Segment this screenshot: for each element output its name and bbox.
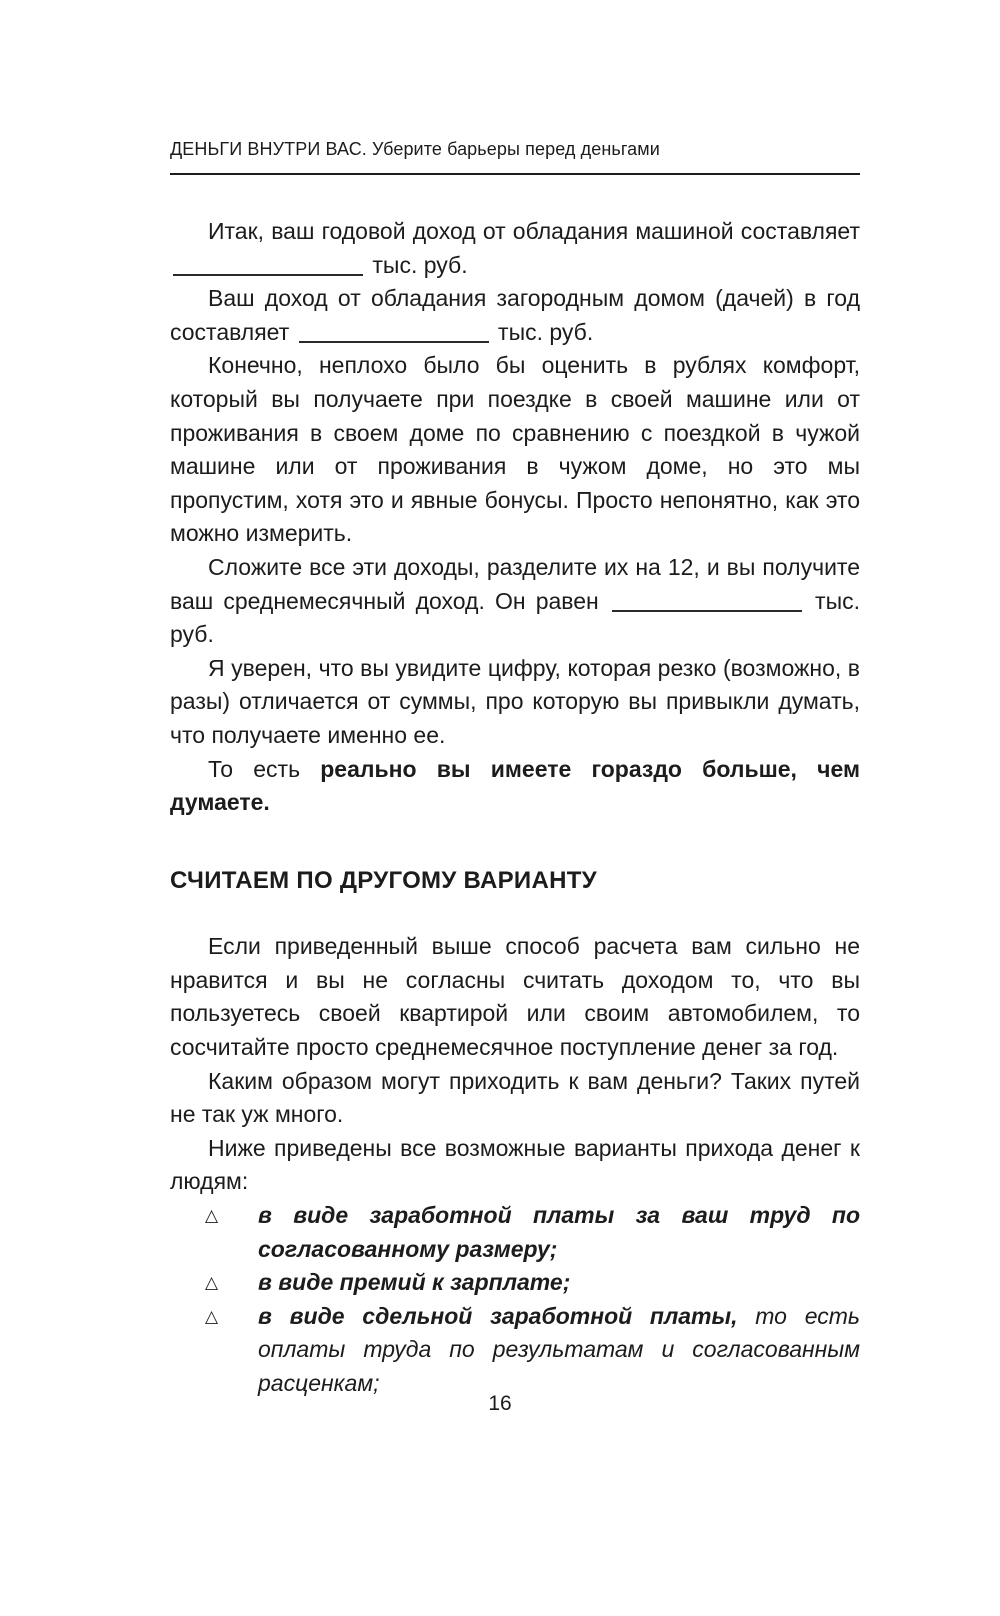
list-item-salary	[170, 1199, 860, 1266]
paragraph-text: Итак, ваш годовой доход от обладания машиной составляет	[208, 218, 860, 244]
section-heading: СЧИТАЕМ ПО ДРУГОМУ ВАРИАНТУ	[170, 866, 597, 894]
paragraph-comfort: Конечно, неплохо было бы оценить в рублях комфорт, который вы получаете при поездке в своей машине или от проживания в своем доме по сравнению с поездкой в чужой машине или от проживания в чужом доме, но это мы пропустим, хотя это и явные бонусы. Просто непонятно, как это можно измерить.	[170, 352, 860, 547]
list-item-text	[258, 1300, 860, 1401]
paragraph-text: тыс. руб.	[170, 587, 861, 648]
paragraph-list-intro: Ниже приведены все возможные варианты прихода денег к людям:	[170, 1134, 860, 1195]
list-item-text	[258, 1199, 860, 1266]
fill-in-blank	[612, 610, 802, 612]
triangle-bullet-icon: △	[205, 1206, 219, 1226]
paragraph-text: Ваш доход от обладания загородным домом (дачей) в год составляет	[170, 285, 860, 345]
running-header	[170, 138, 860, 175]
header-rule	[170, 173, 860, 175]
paragraph-text: тыс. руб.	[498, 318, 594, 345]
emphasized-text: реально вы имеете гораздо больше, чем думаете.	[170, 755, 861, 816]
paragraph-monthly-income	[170, 551, 860, 652]
triangle-bullet-icon: △	[205, 1273, 219, 1293]
list-item-bold-text: в виде премий к зарплате;	[258, 1269, 571, 1296]
paragraph-alternative-method: Если приведенный выше способ расчета вам сильно не нравится и вы не согласны считать доходом то, что вы пользуетесь своей квартирой или своим автомобилем, то сосчитайте просто среднемесячное поступление денег за год.	[170, 933, 860, 1061]
list-item-bold-text: в виде заработной платы за ваш труд по согласованному размеру;	[258, 1202, 860, 1262]
paragraph-text: тыс. руб.	[372, 251, 468, 278]
fill-in-blank	[299, 341, 489, 343]
list-item-text	[258, 1266, 860, 1300]
triangle-bullet-icon: △	[205, 1306, 219, 1326]
page-body	[170, 215, 860, 1401]
paragraph-dacha-income	[170, 282, 860, 349]
income-types-list	[170, 1199, 860, 1401]
paragraph-text: То есть	[208, 755, 301, 782]
page-number: 16	[488, 1392, 512, 1415]
paragraph-car-income	[170, 215, 860, 282]
list-item-italic-text: то есть оплаты труда по результатам и согласованным расценкам;	[258, 1302, 860, 1396]
paragraph-money-ways: Каким образом могут приходить к вам деньги? Таких путей не так уж много.	[170, 1067, 860, 1128]
paragraph-text: Сложите все эти доходы, разделите их на 12, и вы получите ваш среднемесячный доход. Он равен	[170, 553, 860, 614]
list-item-bonus	[170, 1266, 860, 1300]
header-title: ДЕНЬГИ ВНУТРИ ВАС. Уберите барьеры перед деньгами	[170, 139, 660, 159]
list-item-bold-text: в виде сдельной заработной платы,	[258, 1302, 738, 1329]
paragraph-have-more	[170, 753, 860, 820]
fill-in-blank	[173, 274, 363, 276]
paragraph-figure-differs: Я уверен, что вы увидите цифру, которая резко (возможно, в разы) отличается от суммы, про которую вы привыкли думать, что получаете именно ее.	[170, 654, 860, 748]
list-item-piecework	[170, 1300, 860, 1401]
